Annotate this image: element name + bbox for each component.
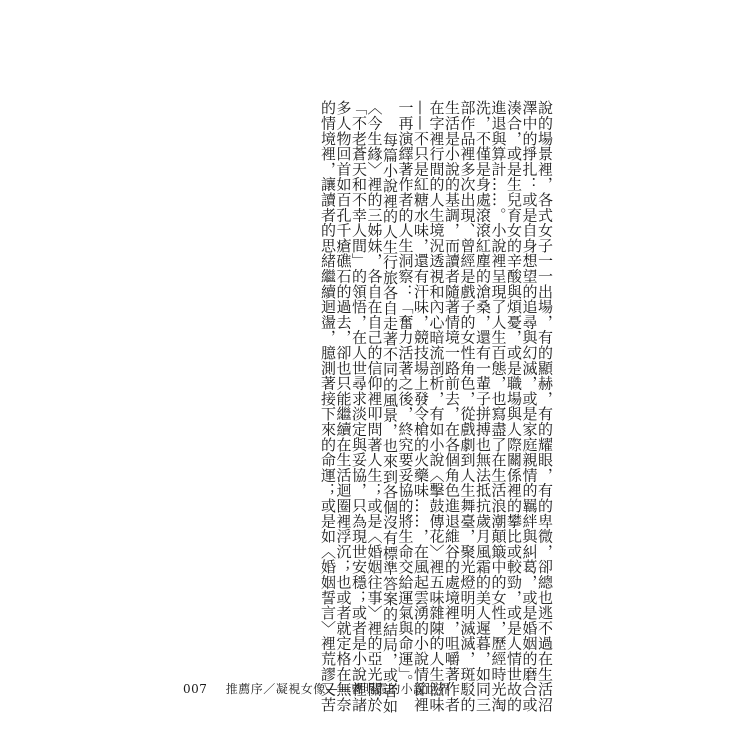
text-column: 生活是小說的基調，而讀者隨著情境一路前去，在各個角色進退維谷的處境裡，咀嚼著作者	[443, 100, 461, 712]
text-column: 一再演繹著作者的人生洞察：「奮力活著之後，終究要妥協的將生命交給運氣與命運」。	[396, 100, 415, 690]
text-column: 說的場景裡，各式女子一一出場，有的顯赫，有的耀眼，有的卑微，卻總也逃不過在生活沼	[536, 100, 554, 712]
text-column: 澤中的掙扎：或是自身想望的追尋與幻滅，或是家庭親情的羈絆與糾葛，或是婚姻的磨合或	[520, 100, 539, 712]
text-column: 在字裡行間的人生境況透視和內心暗流剖析，有如小說〈擊鼓傳花〉裡五味雜陳的人生滋味	[427, 100, 446, 712]
text-column: 部作品裡多次出現、曾經是戲子的女性角色，從戲劇到人生舞臺，聚光燈明明滅滅，斑駁的	[458, 100, 477, 712]
text-column: 「不老蒼天和不幸人間」的領悟，在人世尋求淡定與妥協，只為現世安穩；或者是小說裡諸	[350, 100, 368, 712]
text-column-paragraph-start: 每篇小說裡的人生行旅各自走著不同的風景，也來到各個沒有標準答案的結局，或者如	[381, 131, 399, 713]
text-column: 〈今生緣〉裡的三姊妹，各自在自己的信仰裡叩問著人生；或是〈婚姻往事〉裡的亞光關於	[365, 100, 384, 712]
text-column: 的情境裡，讓讀者的思緒繼續迴盪，臆測著接下來的命運；或是如〈婚姻誓言〉裡荒謬又苦	[319, 100, 337, 712]
text-column: 進退與算計……。小說裡呈現了人生百態，也寫盡了在生活浪潮顛簸中的女性，歷經時光淘	[489, 100, 508, 712]
text-column: 多人物回首如百孔千瘡礁石的過去，卻也只能繼續在生活迴圈裡浮沉；也或者就定格在無奈	[334, 100, 353, 712]
text-column: 湊合，或是生兒育女的辛酸與煩憂，或是職場與人際關係裡的攀比或較勁，或是人情世故的	[505, 100, 523, 712]
page-footer	[183, 680, 451, 697]
page-number: 007	[183, 682, 208, 696]
running-title: 推薦序／凝視女像——曹明霞的小說世界	[225, 682, 451, 696]
text-column: 洗，不僅是身處滾滾紅塵的滄桑，還有一輩子拼搏也無法抵抗歲月風霜的美人遲暮，如同三	[474, 100, 492, 712]
text-column: ——不只是紅糖水味，還有汗味，競技場上發令槍的火藥味……，在風起雲湧的小說情節裡	[412, 100, 430, 712]
